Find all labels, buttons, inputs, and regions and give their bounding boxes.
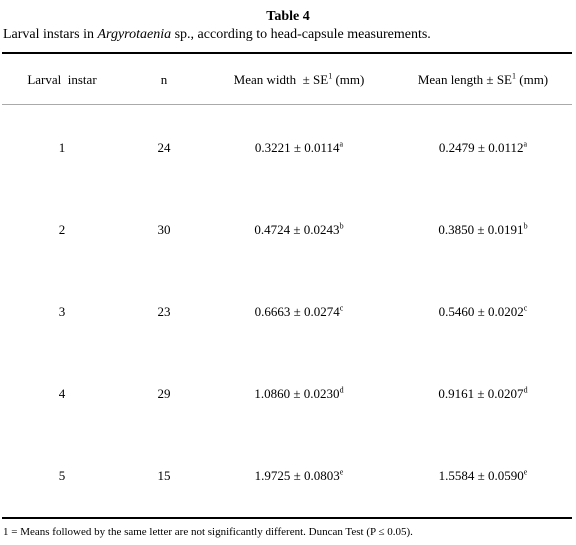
row-1-length-letter: a — [523, 139, 528, 149]
row-5-length-value: 1.5584 ± 0.0590 — [438, 468, 524, 483]
row-1-instar: 1 — [58, 140, 66, 155]
row-5-mean-length — [394, 468, 572, 484]
row-4-mean-length — [394, 386, 572, 402]
row-2-mean-length — [394, 222, 572, 238]
table-top-rule — [2, 52, 572, 54]
row-4-width-value: 1.0860 ± 0.0230 — [254, 386, 340, 401]
row-5-length-letter: e — [523, 467, 528, 477]
row-2-width-letter: b — [339, 221, 344, 231]
table-title: Table 4 — [266, 9, 310, 24]
row-3-width-value: 0.6663 ± 0.0274 — [254, 304, 340, 319]
row-3-length-letter: c — [523, 303, 528, 313]
row-1-n: 24 — [157, 140, 171, 155]
header-mean-length — [394, 72, 572, 88]
row-4-length-letter: d — [523, 385, 528, 395]
header-n: n — [160, 72, 168, 87]
row-2-length-value: 0.3850 ± 0.0191 — [438, 222, 524, 237]
row-2-instar: 2 — [58, 222, 66, 237]
row-3-mean-width — [204, 304, 394, 320]
row-4-mean-width — [204, 386, 394, 402]
header-mean-length-unit: (mm) — [516, 72, 549, 87]
header-mean-length-footnote-mark: 1 — [512, 71, 516, 81]
header-mean-length-label: Mean length ± SE — [417, 72, 512, 87]
row-2-mean-width — [204, 222, 394, 238]
caption-suffix: sp., according to head-capsule measurements. — [171, 27, 431, 42]
header-larval-instar: Larval instar — [27, 72, 97, 87]
row-4-length-value: 0.9161 ± 0.0207 — [438, 386, 524, 401]
table-caption — [3, 27, 431, 43]
row-4-instar: 4 — [58, 386, 66, 401]
header-mean-width-unit: (mm) — [332, 72, 365, 87]
row-1-width-value: 0.3221 ± 0.0114 — [254, 140, 340, 155]
row-2-width-value: 0.4724 ± 0.0243 — [254, 222, 340, 237]
row-3-width-letter: c — [339, 303, 344, 313]
table-footnote: 1 = Means followed by the same letter are not significantly different. Duncan Test (P ≤ 0.05). — [3, 526, 413, 538]
caption-prefix: Larval instars in — [3, 27, 98, 42]
row-5-n: 15 — [157, 468, 171, 483]
row-5-mean-width — [204, 468, 394, 484]
row-5-width-value: 1.9725 ± 0.0803 — [254, 468, 340, 483]
row-1-mean-width — [204, 140, 394, 156]
row-3-n: 23 — [157, 304, 171, 319]
table-bottom-rule — [2, 517, 572, 519]
row-3-length-value: 0.5460 ± 0.0202 — [438, 304, 524, 319]
row-5-instar: 5 — [58, 468, 66, 483]
row-1-length-value: 0.2479 ± 0.0112 — [438, 140, 524, 155]
header-mean-width-footnote-mark: 1 — [328, 71, 333, 81]
row-4-n: 29 — [157, 386, 171, 401]
row-1-mean-length — [394, 140, 572, 156]
row-4-width-letter: d — [339, 385, 344, 395]
row-3-mean-length — [394, 304, 572, 320]
header-divider — [2, 104, 572, 105]
row-1-width-letter: a — [339, 139, 344, 149]
row-5-width-letter: e — [339, 467, 344, 477]
caption-genus: Argyrotaenia — [97, 27, 172, 42]
header-mean-width-label: Mean width ± SE — [233, 72, 329, 87]
row-3-instar: 3 — [58, 304, 66, 319]
row-2-length-letter: b — [523, 221, 528, 231]
header-mean-width — [204, 72, 394, 88]
row-2-n: 30 — [157, 222, 171, 237]
